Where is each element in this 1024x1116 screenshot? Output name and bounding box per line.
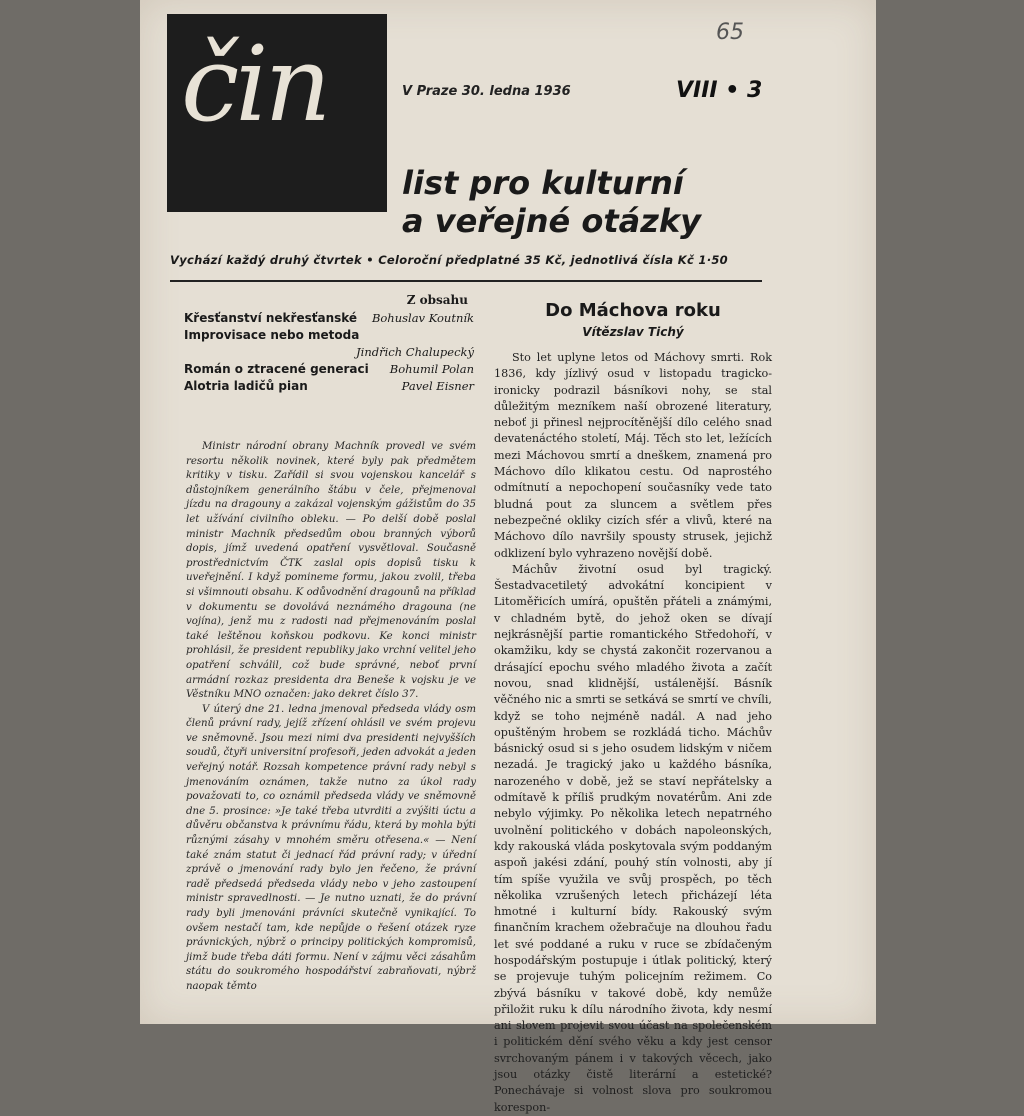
contents-item-title: Křesťanství nekřesťanské: [184, 311, 358, 325]
subtitle-line-2: a veřejné otázky: [402, 202, 702, 240]
publication-info: Vychází každý druhý čtvrtek • Celoroční předplatné 35 Kč, jednotlivá čísla Kč 1·50: [170, 253, 728, 267]
contents-item-author: Pavel Eisner: [401, 379, 474, 393]
dateline: V Praze 30. ledna 1936: [402, 84, 571, 99]
article-author: Vítězslav Tichý: [582, 325, 684, 339]
article-title: Do Máchova roku: [545, 300, 721, 321]
article-paragraph: Máchův životní osud byl tragický. Šestadvacetiletý advokátní koncipient v Litoměřicích umírá, opuštěn přáteli a známými, v chladném bytě, do jehož oken se dívají nejkrásnější partie romantického Středohoří, v okamžiku, kdy se chystá zakončit rozervanou a drásající epochu svého mladého života a začít novou, snad klidnější, ustálenější. Básník věčného nic a smrti se setkává se smrtí ve chvíli, když se toho nejméně nadál. A nad jeho opuštěným hrobem se rozkládá ticho. Máchův básnický osud si s jeho osudem lidským v ničem nezadá. Je tragický jako u každého básníka, narozeného v době, jež se staví nepřátelsky a odmítavě k příliš prudkým novatérům. Ani zde nebylo výjimky. Po několika letech nepatrného uvolnění politického v dobách napoleonských, kdy rakouská vláda poskytovala svým poddaným aspoň jakési zdání, pouhý stín volnosti, aby jí tím spíše využila ve svůj prospěch, po těch několika vzrušených letech přicházejí léta hmotné i kulturní bídy. Rakouský svým finančním krachem ožebračuje na dlouhou řadu let své poddané a ruku v ruce se zbídačeným hospodářským postupuje i útlak politický, který se projevuje tuhým policejním režimem. Co zbývá básníku v takové době, kdy nemůže přiložit ruku k dílu národního života, kdy nesmí ani slovem projevit svou účast na společenském i politickém dění svého věku a kdy jest censor svrchovaným pánem i v takových věcech, jako jsou otázky čistě literární a estetické? Ponechávaje si volnost slova pro soukromou korespon-: [494, 562, 772, 1114]
contents-item-title: Improvisace nebo metoda: [184, 328, 360, 342]
newspaper-page: [140, 0, 876, 1114]
contents-item: [184, 362, 474, 379]
logo-text: čin: [181, 23, 328, 145]
contents-item-author: Jindřich Chalupecký: [356, 345, 474, 359]
contents-header: Z obsahu: [406, 293, 468, 307]
left-column-article: [186, 440, 476, 995]
masthead-logo: [167, 14, 387, 212]
contents-item-author: Bohumil Polan: [389, 362, 474, 376]
article-paragraph: Ministr národní obrany Machník provedl ve svém resortu několik novinek, které byly pak předmětem kritiky v tisku. Zařídil si svou vojenskou kancelář s důstojníkem generálního štábu v čele, přejmenoval jízdu na dragouny a zakázal vojenským gážistům do 35 let užívání civilního obleku. — Po delší době poslal ministr Machník předsedům obou branných výborů dopis, jímž uvedená opatření vysvětloval. Současně prostřednictvím ČTK zaslal opis dopisů tisku k uveřejnění. I když pomineme formu, jakou zvolil, třeba si všimnouti obsahu. K odůvodnění dragounů na příklad v dokumentu se dovolává neznámého dragouna (ne vojína), jenž mu z radosti nad přejmenováním poslal také leštěnou koňskou podkovu. Ke konci ministr prohlásil, že president republiky jako vrchní velitel jeho opatření schválil, což bude správné, neboť první armádní rozkaz presidenta dra Beneše k vojsku je ve Věstníku MNO označen: jako dekret číslo 37.: [186, 441, 476, 701]
masthead-subtitle: [402, 164, 701, 240]
contents-item-author: Bohuslav Koutník: [371, 311, 474, 325]
contents-item: [184, 311, 474, 328]
masthead-divider: [170, 280, 762, 282]
article-paragraph: V úterý dne 21. ledna jmenoval předseda vlády osm členů právní rady, jejíž zřízení ohlásil ve svém projevu ve sněmovně. Jsou mezi nimi dva presidenti nejvyšších soudů, čtyři universitní profesoři, jeden advokát a jeden veřejný notář. Rozsah kompetence právní rady nebyl s jmenováním oznámen, takže nutno za úkol rady považovati to, co oznámil předseda vlády ve sněmovně dne 5. prosince: »Je také třeba utvrditi a zvýšiti úctu a důvěru občanstva k právnímu řádu, která by mohla býti různými zásahy v mnohém směru otřesena.« — Není také znám statut či jednací řád právní rady; v úřední zprávě o jmenování rady bylo jen řečeno, že právní radě předsedá předseda vlády nebo v jeho zastoupení ministr spravedlnosti. — Je nutno uznati, že do právní rady byli jmenováni právníci skutečně vynikající. To ovšem nestačí tam, kde nepůjde o řešení otázek ryze právnických, nýbrž o principy politických kompromisů, jimž bude třeba dáti formu. Není v zájmu věci zásahům státu do soukromého hospodářství zabraňovati, nýbrž naopak těmto: [186, 703, 476, 992]
subtitle-line-1: list pro kulturní: [402, 164, 684, 202]
contents-item: [184, 379, 474, 396]
contents-item-title: Alotria ladičů pian: [184, 379, 308, 393]
contents-item: [184, 328, 474, 345]
contents-item-title: Román o ztracené generaci: [184, 362, 369, 376]
issue-number: VIII • 3: [676, 78, 763, 103]
right-column-article: [494, 350, 772, 1116]
handwritten-note: 65: [716, 20, 744, 45]
table-of-contents: [184, 293, 474, 396]
article-paragraph: Sto let uplyne letos od Máchovy smrti. Rok 1836, kdy jízlivý osud v listopadu tragicko-ironicky podrazil básníkovi nohy, se stal důležitým mezníkem naší obrozené literatury, neboť ji přinesl nejprocítěnější dílo celého snad devatenáctého století, Máj. Těch sto let, ležících mezi Máchovou smrtí a dneškem, znamená pro Máchovo dílo klikatou cestu. Od naprostého odmítnutí a nepochopení současníky vede tato bludná pout za sluncem a světlem přes nebezpečné okliky cizích sfér a vlivů, které na Máchovo dílo navršily spousty strusek, jejichž odklizení bylo vyhrazeno novější době.: [494, 351, 772, 560]
